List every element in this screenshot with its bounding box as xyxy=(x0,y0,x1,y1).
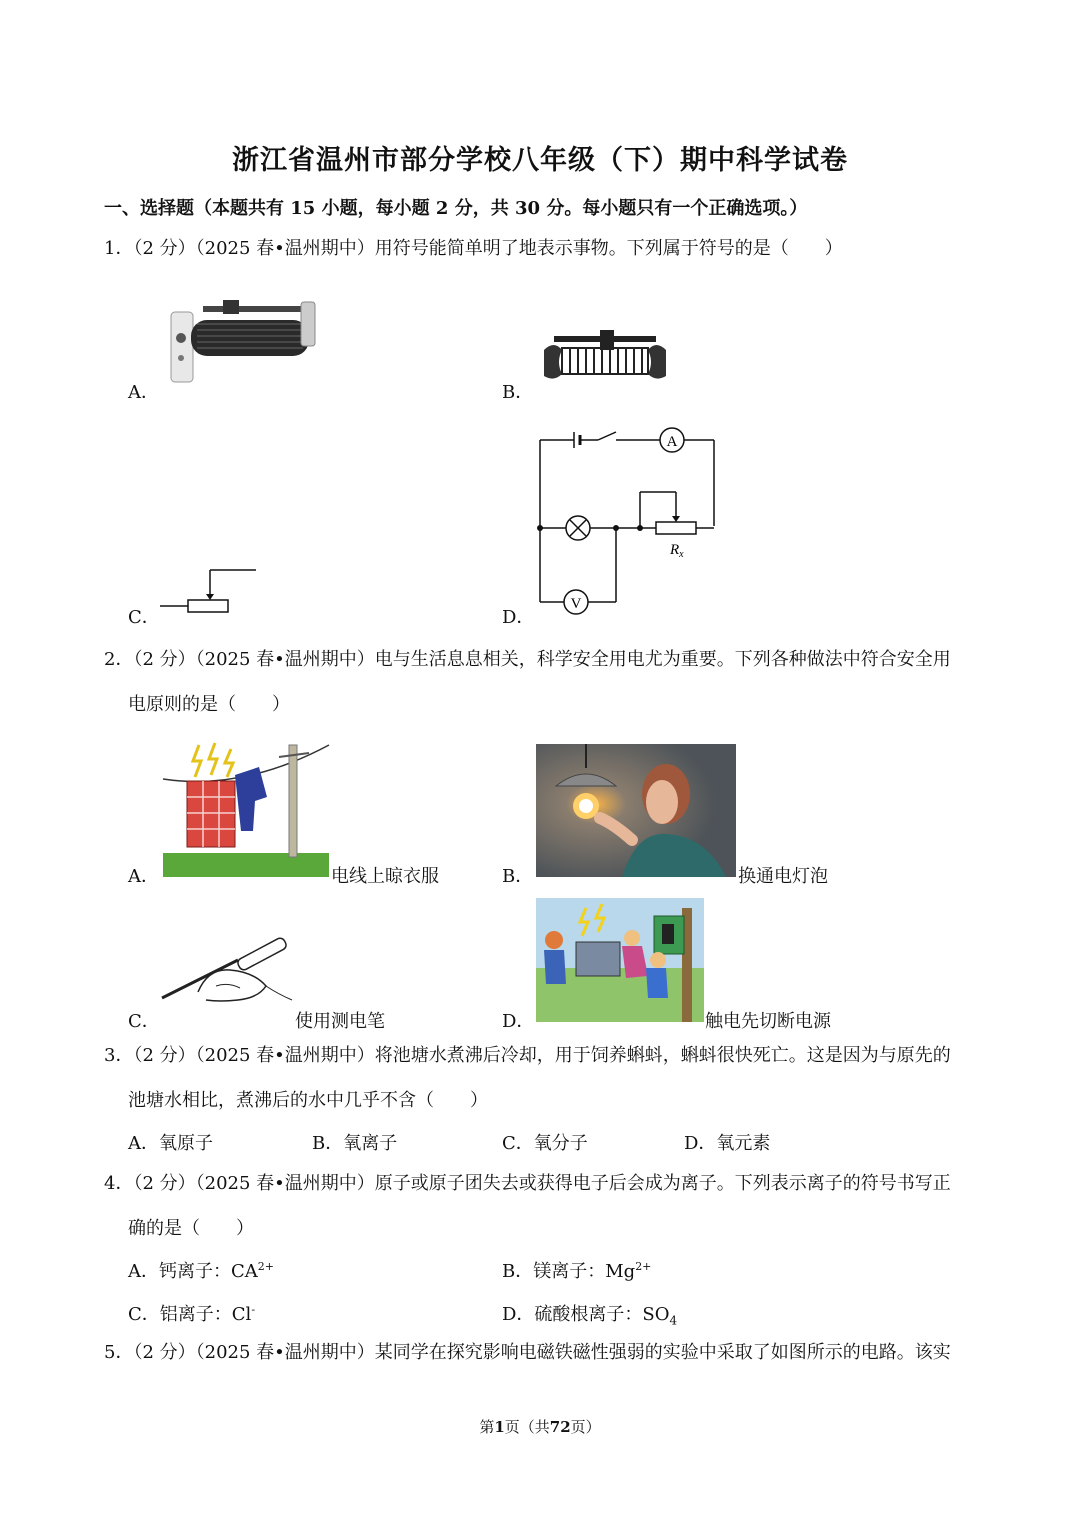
section-mid1: 小题，每小题 xyxy=(321,198,430,219)
q4-option-c-text: C．铝离子：Cl xyxy=(128,1304,252,1325)
question-4-line2: 确的是（ ） xyxy=(128,1218,254,1239)
rx-main: R xyxy=(670,542,680,558)
section-total: 30 xyxy=(515,198,541,219)
q3-option-a: A．氧原子 xyxy=(128,1133,213,1154)
rheostat-symbol xyxy=(160,566,260,616)
q4-option-a-text: A．钙离子：CA xyxy=(128,1261,258,1282)
section-count: 15 xyxy=(290,198,316,219)
q4-option-a-charge: 2+ xyxy=(257,1260,274,1273)
option-c-label: C． xyxy=(128,607,160,628)
q2-option-a-label: A． xyxy=(128,866,159,887)
footer-page-number: 1 xyxy=(494,1418,505,1436)
option-a-label: A． xyxy=(128,382,159,403)
ammeter-label: A xyxy=(666,434,678,450)
q4-option-b-text: B．镁离子：Mg xyxy=(502,1261,636,1282)
section-label: 一、选择题（本题共有 xyxy=(104,198,284,219)
section-points: 2 xyxy=(435,198,449,219)
changing-bulb-photo xyxy=(536,744,736,877)
circuit-diagram xyxy=(536,426,720,618)
section-mid2: 分，共 xyxy=(454,198,509,219)
option-b-label: B． xyxy=(502,382,534,403)
q2-option-a-caption: 电线上晾衣服 xyxy=(331,866,439,887)
footer-pre: 第 xyxy=(479,1418,495,1436)
q3-option-b: B．氧离子 xyxy=(312,1133,398,1154)
question-number: 1． xyxy=(104,238,134,259)
section-header xyxy=(104,194,807,220)
q4-option-c xyxy=(128,1300,255,1326)
q4-option-a xyxy=(128,1257,274,1283)
page-title: 浙江省温州市部分学校八年级（下）期中科学试卷 xyxy=(232,145,848,176)
question-text: （2 分）（2025 春•温州期中）将池塘水煮沸后冷却，用于饲养蝌蚪，蝌蚪很快死亡。这是因为与原先的 xyxy=(133,1045,951,1066)
footer-mid: 页（共 xyxy=(504,1418,550,1436)
rheostat-drawing xyxy=(540,328,670,390)
question-number: 5． xyxy=(104,1342,134,1363)
q2-option-d-caption: 触电先切断电源 xyxy=(705,1011,831,1032)
question-2 xyxy=(104,648,951,672)
q3-option-d: D．氧元素 xyxy=(684,1133,771,1154)
section-end: 分。每小题只有一个正确选项。） xyxy=(546,198,808,219)
rheostat-photo xyxy=(163,290,323,390)
q4-option-d-text: D．硫酸根离子：SO xyxy=(502,1304,670,1325)
question-number: 2． xyxy=(104,649,134,670)
q4-option-c-charge: - xyxy=(251,1303,256,1316)
question-4 xyxy=(104,1172,951,1196)
question-5 xyxy=(104,1341,951,1365)
question-text: （2 分）（2025 春•温州期中）原子或原子团失去或获得电子后会成为离子。下列表示离子的符号书写正 xyxy=(133,1173,951,1194)
question-text: （2 分）（2025 春•温州期中）某同学在探究影响电磁铁磁性强弱的实验中采取了如图所示的电路。该实 xyxy=(133,1342,951,1363)
q2-option-c-label: C． xyxy=(128,1011,160,1032)
q4-option-d-subscript: 4 xyxy=(669,1313,678,1328)
question-2-line2: 电原则的是（ ） xyxy=(128,694,290,715)
q2-option-d-label: D． xyxy=(502,1011,535,1032)
footer-total-pages: 72 xyxy=(549,1418,571,1436)
q2-option-b-caption: 换通电灯泡 xyxy=(738,866,828,887)
page-footer xyxy=(0,1416,1080,1437)
q4-option-b xyxy=(502,1257,651,1283)
question-text: （2 分）（2025 春•温州期中）电与生活息息相关，科学安全用电尤为重要。下列各种做法中符合安全用 xyxy=(133,649,951,670)
q4-option-b-charge: 2+ xyxy=(635,1260,652,1273)
option-d-label: D． xyxy=(502,607,535,628)
question-text: （2 分）（2025 春•温州期中）用符号能简单明了地表示事物。下列属于符号的是（ ） xyxy=(133,238,843,259)
question-1 xyxy=(104,237,843,261)
rx-sub: x xyxy=(679,549,684,560)
question-3 xyxy=(104,1044,951,1068)
q3-option-c: C．氧分子 xyxy=(502,1133,588,1154)
question-number: 3． xyxy=(104,1045,134,1066)
rx-label xyxy=(669,542,684,560)
cut-power-illustration xyxy=(536,898,704,1022)
test-pen-drawing xyxy=(158,942,294,1006)
q2-option-b-label: B． xyxy=(502,866,534,887)
q2-option-c-caption: 使用测电笔 xyxy=(295,1011,385,1032)
footer-post: 页） xyxy=(570,1418,601,1436)
voltmeter-label: V xyxy=(570,596,582,612)
question-3-line2: 池塘水相比，煮沸后的水中几乎不含（ ） xyxy=(128,1090,488,1111)
question-number: 4． xyxy=(104,1173,134,1194)
q4-option-d xyxy=(502,1300,677,1328)
clothes-on-wire-image xyxy=(163,735,329,879)
